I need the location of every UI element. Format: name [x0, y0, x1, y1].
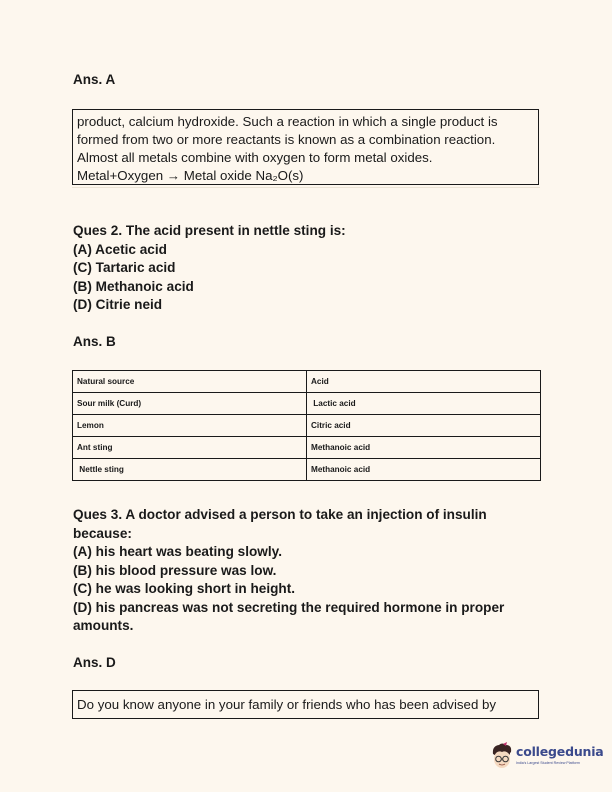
option-d: (D) Citrie neid [73, 297, 163, 312]
student-mascot-icon [490, 742, 514, 772]
option-d: (D) his pancreas was not secreting the required hormone in proper [73, 599, 505, 615]
explanation-box-1 [72, 109, 539, 185]
explanation-line: Metal+Oxygen → Metal oxide Na₂O(s) [77, 168, 304, 183]
natural-source-acid-table [72, 370, 541, 481]
option-b: (B) his blood pressure was low. [73, 562, 277, 578]
option-d-continued: amounts. [73, 618, 134, 633]
table-cell: Sour milk (Curd) [73, 393, 307, 415]
explanation-line: Almost all metals combine with oxygen to form metal oxides. [77, 150, 433, 165]
table-row [73, 393, 541, 415]
answer-label-1: Ans. A [73, 72, 116, 87]
question-text: because: [73, 525, 132, 541]
table-header-cell: Acid [307, 371, 541, 393]
option-c: (C) he was looking short in height. [73, 581, 296, 596]
table-row [73, 415, 541, 437]
answer-label-3: Ans. D [73, 655, 116, 670]
table-cell: Nettle sting [73, 459, 307, 481]
question-text: Ques 3. A doctor advised a person to take an injection of insulin [73, 507, 487, 522]
option-a: (A) his heart was beating slowly. [73, 544, 282, 559]
explanation-box-2 [72, 690, 539, 719]
question-text: Ques 2. The acid present in nettle sting is: [73, 223, 346, 238]
explanation-line: product, calcium hydroxide. Such a reaction in which a single product is [77, 114, 498, 129]
table-cell: Lactic acid [307, 393, 541, 415]
table-cell: Citric acid [307, 415, 541, 437]
divider [72, 187, 540, 188]
table-cell: Methanoic acid [307, 437, 541, 459]
question-2 [73, 222, 346, 315]
logo-brand-text: collegedunia [516, 744, 604, 759]
table-header-cell: Natural source [73, 371, 307, 393]
table-cell: Methanoic acid [307, 459, 541, 481]
option-b: (B) Methanoic acid [73, 278, 194, 294]
collegedunia-logo[interactable] [490, 742, 604, 776]
option-c: (C) Tartaric acid [73, 260, 176, 275]
table-cell: Lemon [73, 415, 307, 437]
option-a: (A) Acetic acid [73, 241, 167, 257]
logo-tagline: India's Largest Student Review Platform [516, 761, 580, 765]
table-row [73, 459, 541, 481]
explanation-line: Do you know anyone in your family or friends who has been advised by [77, 697, 497, 712]
table-header-row [73, 371, 541, 393]
table-row [73, 437, 541, 459]
question-3 [73, 506, 504, 636]
answer-label-2: Ans. B [73, 334, 116, 349]
table-cell: Ant sting [73, 437, 307, 459]
explanation-line: formed from two or more reactants is known as a combination reaction. [77, 132, 496, 147]
